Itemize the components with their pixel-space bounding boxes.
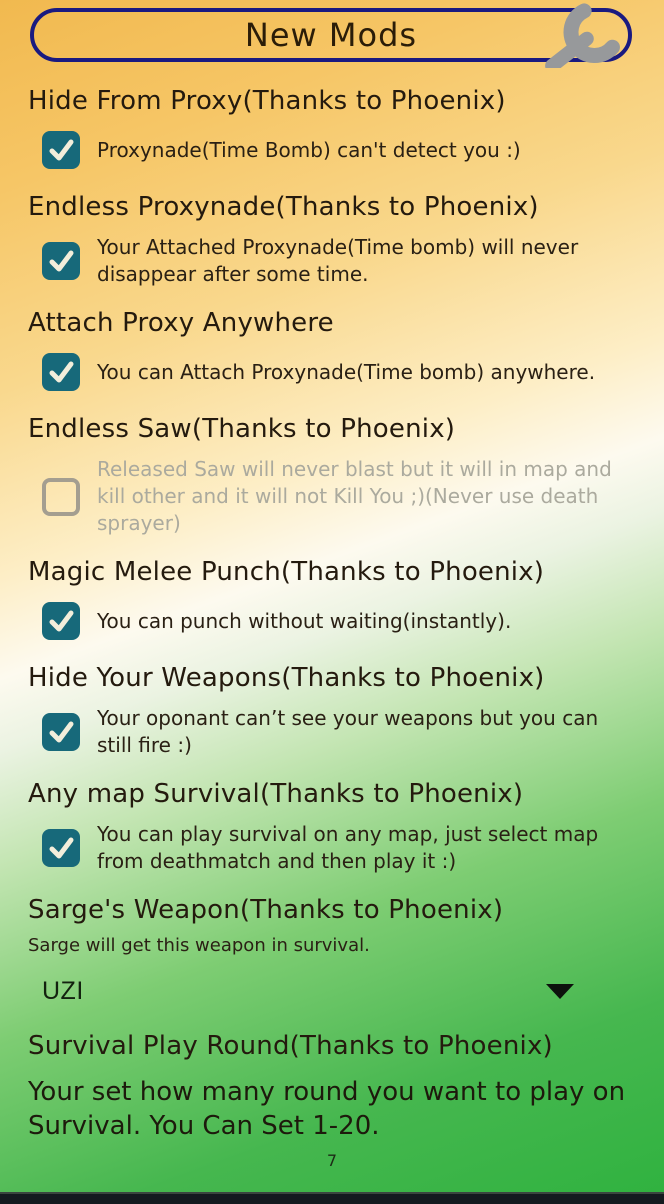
checkbox-magic-melee-punch[interactable] <box>42 602 80 640</box>
wrench-icon[interactable] <box>534 0 638 68</box>
sarge-weapon-desc: Sarge will get this weapon in survival. <box>28 935 370 956</box>
round-picker-value[interactable]: 7 <box>326 1151 338 1169</box>
mod-desc: You can play survival on any map, just select map from deathmatch and then play it :) <box>97 822 599 873</box>
mod-desc: Your Attached Proxynade(Time bomb) will never disappear after some time. <box>97 235 579 286</box>
mod-row <box>42 128 636 172</box>
mod-row <box>42 234 636 288</box>
checkbox-attach-proxy-anywhere[interactable] <box>42 353 80 391</box>
sarge-weapon-select[interactable] <box>42 971 618 1011</box>
check-icon <box>46 833 76 863</box>
system-navigation-bar <box>0 1192 664 1204</box>
checkbox-endless-proxynade[interactable] <box>42 242 80 280</box>
check-icon <box>46 135 76 165</box>
mod-desc: Your oponant can’t see your weapons but you can still fire :) <box>97 706 599 757</box>
checkbox-any-map-survival[interactable] <box>42 829 80 867</box>
check-icon <box>46 717 76 747</box>
mod-desc: You can punch without waiting(instantly). <box>97 608 512 633</box>
mod-row <box>42 456 636 537</box>
mod-heading-survival-play-round: Survival Play Round(Thanks to Phoenix) <box>28 1031 553 1061</box>
mod-row <box>42 821 636 875</box>
selected-weapon-value: UZI <box>42 976 84 1005</box>
check-icon <box>46 606 76 636</box>
caret-down-icon <box>546 984 574 999</box>
checkbox-endless-saw[interactable] <box>42 478 80 516</box>
checkbox-hide-from-proxy[interactable] <box>42 131 80 169</box>
mod-heading-attach-proxy-anywhere: Attach Proxy Anywhere <box>28 308 334 338</box>
survival-round-desc: Your set how many round you want to play on Survival. You Can Set 1-20. <box>28 1077 626 1141</box>
page-title: New Mods <box>244 16 418 54</box>
check-icon <box>46 246 76 276</box>
mod-desc: Released Saw will never blast but it will in map and kill other and it will not Kill You ;)(Never use death sprayer) <box>97 457 612 535</box>
mod-row <box>42 599 636 643</box>
mod-row <box>42 350 636 394</box>
mod-heading-sarges-weapon: Sarge's Weapon(Thanks to Phoenix) <box>28 895 504 925</box>
mod-heading-hide-your-weapons: Hide Your Weapons(Thanks to Phoenix) <box>28 663 545 693</box>
mod-list <box>0 66 664 1169</box>
checkbox-hide-your-weapons[interactable] <box>42 713 80 751</box>
mod-desc: You can Attach Proxynade(Time bomb) anywhere. <box>97 359 596 384</box>
mod-heading-endless-proxynade: Endless Proxynade(Thanks to Phoenix) <box>28 192 539 222</box>
check-icon <box>46 357 76 387</box>
mod-heading-magic-melee-punch: Magic Melee Punch(Thanks to Phoenix) <box>28 557 545 587</box>
mod-row <box>42 705 636 759</box>
mod-heading-any-map-survival: Any map Survival(Thanks to Phoenix) <box>28 779 524 809</box>
mod-heading-hide-from-proxy: Hide From Proxy(Thanks to Phoenix) <box>28 86 506 116</box>
mod-heading-endless-saw: Endless Saw(Thanks to Phoenix) <box>28 414 456 444</box>
mod-desc: Proxynade(Time Bomb) can't detect you :) <box>97 137 521 162</box>
